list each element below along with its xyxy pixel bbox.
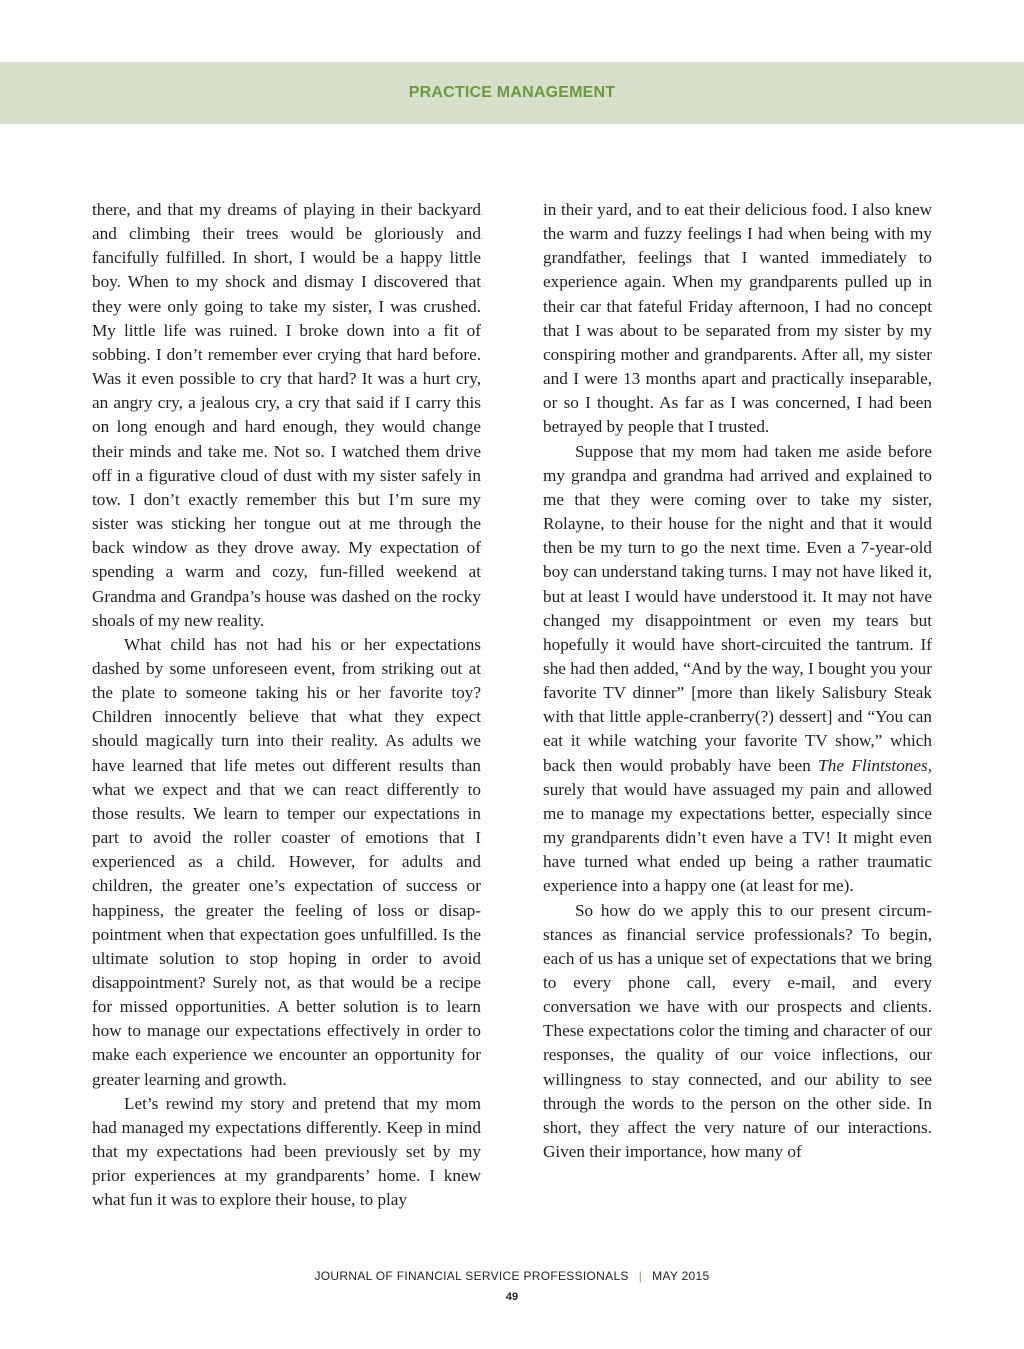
show-title: The Flintstones, — [818, 755, 932, 775]
article-paragraph: there, and that my dreams of playing in their backyard and climbing their trees would be gloriously and fancifully fulfilled. In short, I would be a happy little boy. When to my shock and dismay I discovered that they were only going to take my sister, I was crushed. My little life was ruined. I broke down into a fit of sobbing. I don’t remember ever crying that hard before. Was it even possible to cry that hard? It was a hurt cry, an angry cry, a jealous cry, a cry that said if I carry this on long enough and hard enough, they would change their minds and take me. Not so. I watched them drive off in a figurative cloud of dust with my sister safely in tow. I don’t exactly remember this but I’m sure my sister was sticking her tongue out at me through the back window as they drove away. My expectation of spending a warm and cozy, fun-filled weekend at Grandma and Grandpa’s house was dashed on the rocky shoals of my new reality. — [92, 200, 481, 630]
article-paragraph: in their yard, and to eat their delicious food. I also knew the warm and fuzzy feelings I had when being with my grandfather, feelings that I wanted immediately to experience again. When my grandparents pulled up in their car that fateful Friday afternoon, I had no concept that I was about to be separated from my sister by my conspiring mother and grandparents. After all, my sister and I were 13 months apart and practically inseparable, or so I thought. As far as I was concerned, I had been betrayed by people that I trusted. — [543, 200, 932, 437]
article-paragraph: So how do we apply this to our present circumstances as financial service professionals? To begin, each of us has a unique set of expectations that we bring to every phone call, every e-mail, and every conversation we have with our prospects and clients. These expectations color the timing and character of our responses, the quality of our voice inflections, our willingness to stay connected, and our ability to see through the words to the person on the other side. In short, they affect the very nature of our interactions. Given their importance, how many of — [543, 900, 932, 1162]
paragraph-text: surely that would have assuaged my pain and allowed me to manage my expectations better, especially since my grandparents didn’t even have a TV! It might even have turned what ended up being a rather traumatic experience into a happy one (at least for me). — [543, 779, 932, 896]
journal-name: JOURNAL OF FINANCIAL SERVICE PROFESSIONALS — [314, 1269, 629, 1283]
article-column-left — [92, 198, 481, 1213]
footer-separator: | — [638, 1269, 643, 1283]
article-column-right — [543, 198, 932, 1164]
article-paragraph: What child has not had his or her expectations dashed by some unforeseen event, from striking out at the plate to someone taking his or her favorite toy? Children innocently believe that what they expect should magically turn into their reality. As adults we have learned that life metes out different results than what we expect and that we can react differently to those results. We learn to temper our expectations in part to avoid the roller coaster of emotions that I experienced as a child. However, for adults and children, the greater one’s expectation of success or happiness, the greater the feeling of loss or disappointment when that expectation goes unfulfilled. Is the ultimate solution to stop hoping in order to avoid disappointment? Surely not, as that would be a recipe for missed opportunities. A better solution is to learn how to manage our expectations effectively in order to make each experience we encounter an opportunity for greater learning and growth. — [92, 634, 481, 1089]
paragraph-text: Suppose that my mom had taken me aside before my grandpa and grandma had arrived and explained to me that they were coming over to take my sister, Rolayne, to their house for the night and that it would then be my turn to go the next time. Even a 7-year-old boy can understand taking turns. I may not have liked it, but at least I would have understood it. It may not have changed my disappointment or even my tears but hopefully it would have short-circuited the tantrum. If she had then added, “And by the way, I bought you your favorite TV dinner” [more than likely Salisbury Steak with that little apple-cranberry(?) dessert] and “You can eat it while watching your favorite TV show,” which back then would probably have been — [543, 441, 932, 775]
article-paragraph: Let’s rewind my story and pretend that my mom had managed my expectations differently. Keep in mind that my expectations had been previously set by my prior experiences at my grandparents’ home. I knew what fun it was to explore their house, to play — [92, 1093, 481, 1210]
page-footer — [0, 1269, 1024, 1283]
section-banner — [0, 62, 1024, 124]
article-paragraph — [543, 440, 932, 899]
page-number: 49 — [505, 1291, 519, 1303]
issue-date: MAY 2015 — [652, 1269, 710, 1283]
section-title: PRACTICE MANAGEMENT — [408, 84, 616, 101]
